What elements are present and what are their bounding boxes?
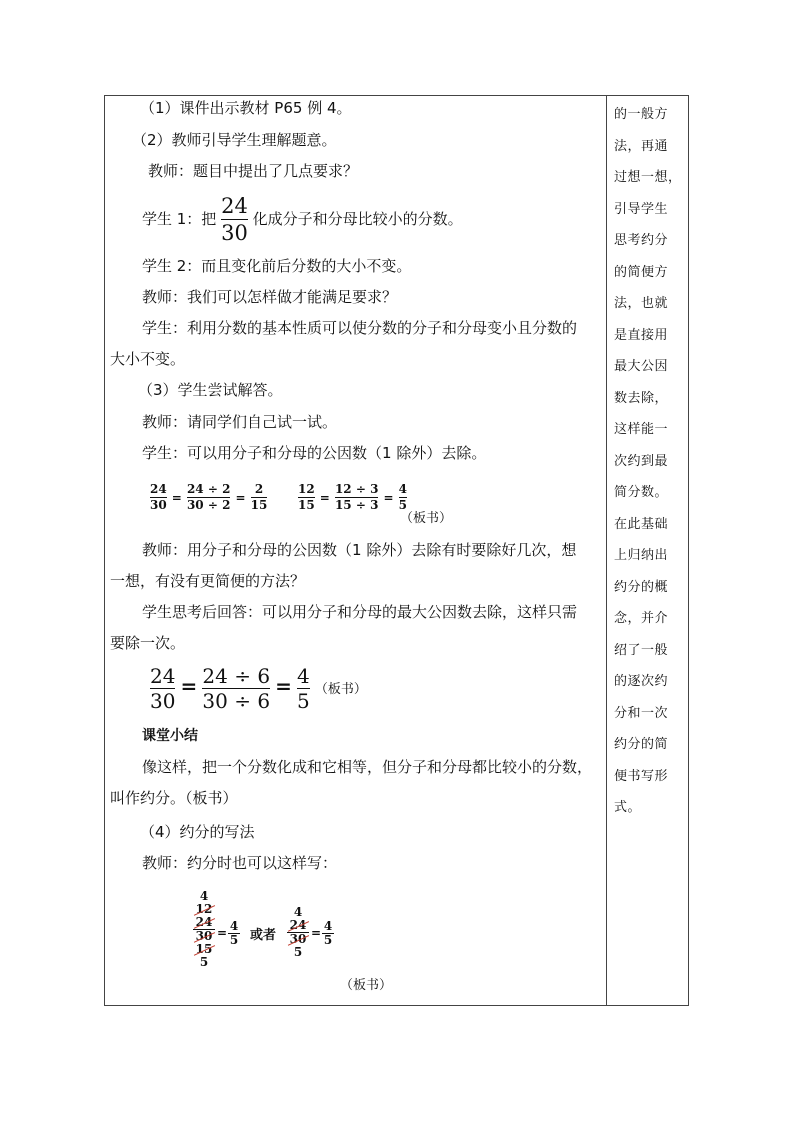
equation-2: [298, 482, 407, 513]
numerator: 12: [298, 482, 315, 496]
quotient: 4: [199, 889, 209, 903]
quotient: 5: [199, 955, 209, 969]
equation-1: [150, 482, 267, 513]
numerator: 4: [398, 482, 408, 496]
column-divider: [606, 95, 607, 1006]
text-line: 学生：利用分数的基本性质可以使分数的分子和分母变小且分数的: [142, 319, 578, 337]
equals-sign: =: [319, 491, 330, 505]
fraction: [298, 482, 315, 513]
text-line-with-fraction: [142, 193, 463, 246]
fraction: [221, 193, 248, 246]
side-note-line: 上归纳出: [614, 548, 669, 563]
cancelled-number: 12: [195, 902, 213, 916]
denominator: 15: [250, 498, 268, 512]
side-note-line: 思考约分: [614, 233, 669, 248]
side-note-line: 这样能一: [614, 422, 669, 437]
side-note-line: 简分数。: [614, 485, 669, 500]
or-label: 或者: [250, 928, 277, 943]
quotient: 5: [293, 945, 303, 959]
text-line: 教师：我们可以怎样做才能满足要求？: [142, 288, 398, 306]
side-note-line: 的简便方: [614, 264, 669, 280]
denominator: 30 ÷ 2: [186, 498, 231, 512]
text-line: （1）课件出示教材 P65 例 4。: [140, 99, 352, 117]
side-note-line: 过想一想，: [614, 170, 682, 185]
equals-sign: =: [180, 674, 198, 698]
result-fraction: [322, 920, 334, 947]
numerator: 4: [323, 919, 333, 933]
equals-sign: =: [311, 926, 322, 940]
side-note-line: 的逐次约: [614, 674, 669, 689]
board-note: （板书）: [340, 978, 393, 993]
text-line: 学生：可以用分子和分母的公因数（1 除外）去除。: [142, 444, 487, 462]
text-line: 教师：请同学们自己试一试。: [142, 413, 338, 431]
fraction: [251, 482, 268, 513]
side-note-line: 在此基础: [614, 516, 669, 532]
result-fraction: [228, 920, 240, 947]
numerator: 24: [221, 194, 248, 218]
side-note-line: 约分的简: [614, 737, 669, 752]
equals-sign: =: [235, 491, 246, 505]
cancelled-denominator: 30: [289, 932, 307, 946]
text-line: 要除一次。: [110, 634, 186, 652]
board-note: （板书）: [400, 511, 453, 526]
side-note-line: 最大公因: [614, 359, 669, 374]
numerator: 4: [229, 919, 239, 933]
side-notes: [614, 99, 684, 824]
denominator: 5: [323, 933, 333, 947]
text-segment: 学生 1：把: [142, 210, 217, 228]
denominator: 5: [398, 498, 408, 512]
fraction: [150, 664, 175, 713]
text-line: 教师：题目中提出了几点要求？: [148, 162, 359, 180]
side-note-line: 引导学生: [614, 201, 669, 217]
side-note-line: 绍了一般: [614, 642, 669, 658]
summary-heading: 课堂小结: [142, 728, 198, 744]
numerator: 24: [150, 482, 167, 496]
reduction-stack-1: [193, 890, 215, 969]
numerator: 4: [297, 664, 310, 688]
side-note-line: 次约到最: [614, 453, 669, 469]
fraction: [202, 664, 270, 713]
text-line: 大小不变。: [110, 350, 186, 368]
quotient: 4: [293, 905, 303, 919]
equation-3: [150, 664, 367, 713]
fraction: [335, 482, 378, 513]
denominator: 30: [150, 498, 167, 512]
cancelled-number: 15: [195, 942, 213, 956]
text-line: 教师：用分子和分母的公因数（1 除外）去除有时要除好几次，想: [142, 541, 577, 559]
denominator: 15: [298, 498, 315, 512]
equals-sign: =: [383, 491, 394, 505]
text-line: （4）约分的写法: [140, 823, 255, 841]
side-note-line: 法，再通: [614, 138, 669, 154]
side-note-line: 约分的概: [614, 579, 669, 595]
equals-sign: =: [275, 674, 292, 698]
side-note-line: 式。: [614, 800, 642, 815]
cancelled-numerator: 24: [289, 918, 307, 932]
denominator: 5: [229, 933, 239, 947]
numerator: 24 ÷ 2: [186, 482, 231, 496]
fraction: [150, 482, 167, 513]
reduction-stack-2: [287, 906, 309, 959]
fraction: [187, 482, 230, 513]
text-line: 叫作约分。（板书）: [110, 789, 238, 807]
side-note-line: 念，并介: [614, 611, 669, 626]
side-note-line: 便书写形: [614, 768, 669, 784]
text-segment: 化成分子和分母比较小的分数。: [252, 210, 463, 228]
cancelled-numerator: 24: [195, 915, 213, 929]
text-line: 教师：约分时也可以这样写：: [142, 854, 338, 872]
text-line: （3）学生尝试解答。: [138, 381, 283, 399]
text-line: 一想，有没有更简便的方法？: [110, 572, 306, 590]
denominator: 15 ÷ 3: [334, 498, 379, 512]
equals-sign: =: [217, 926, 228, 940]
side-note-line: 法，也就: [614, 296, 669, 311]
text-line: （2）教师引导学生理解题意。: [132, 131, 337, 149]
side-note-line: 数去除，: [614, 390, 669, 406]
text-line: 学生 2：而且变化前后分数的大小不变。: [142, 257, 412, 275]
denominator: 30 ÷ 6: [202, 689, 271, 713]
numerator: 2: [254, 482, 264, 496]
side-note-line: 是直接用: [614, 327, 669, 343]
denominator: 30: [221, 221, 248, 245]
numerator: 24 ÷ 6: [202, 664, 271, 688]
board-note: （板书）: [314, 682, 367, 697]
numerator: 12 ÷ 3: [334, 482, 379, 496]
equals-sign: =: [171, 491, 182, 505]
denominator: 5: [297, 689, 310, 713]
cancelled-denominator: 30: [195, 929, 213, 943]
fraction: [297, 664, 310, 713]
text-line: 像这样，把一个分数化成和它相等，但分子和分母都比较小的分数，: [142, 758, 593, 776]
side-note-line: 分和一次: [614, 705, 669, 721]
side-note-line: 的一般方: [614, 107, 669, 122]
text-line: 学生思考后回答：可以用分子和分母的最大公因数去除，这样只需: [142, 603, 578, 621]
numerator: 24: [150, 664, 176, 688]
denominator: 30: [150, 689, 176, 713]
